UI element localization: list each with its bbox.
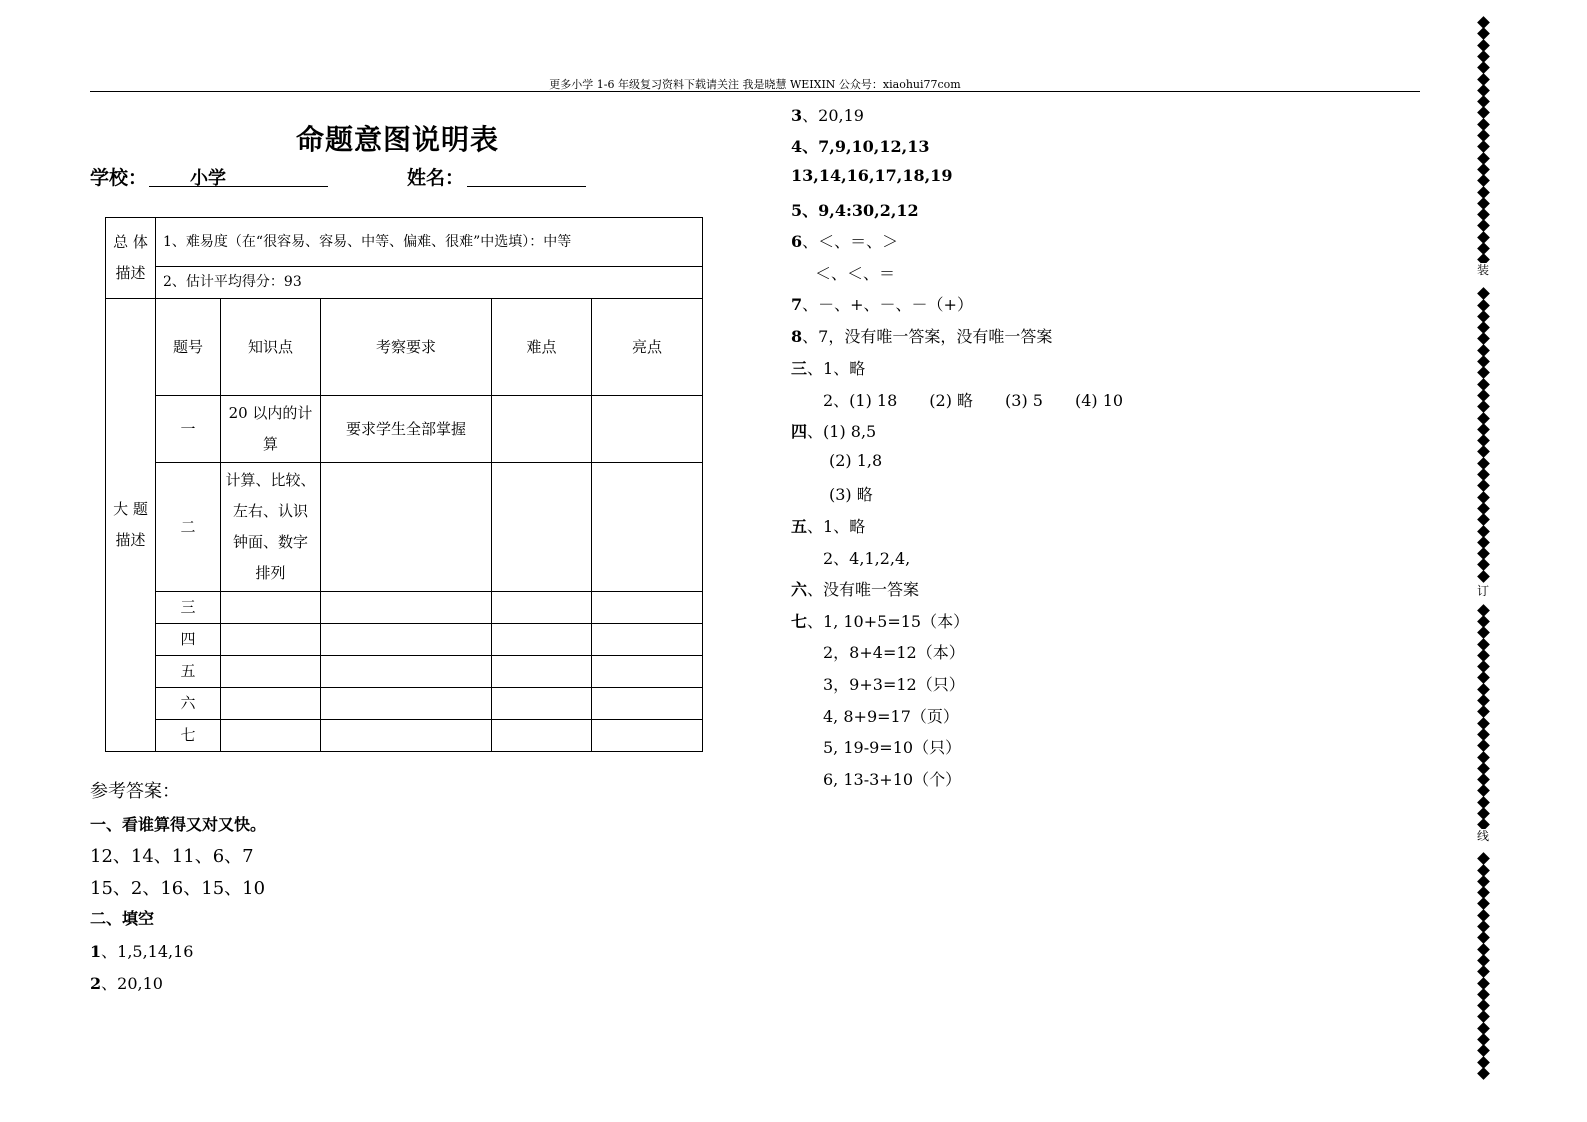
binding-diamond [1477,977,1490,990]
binding-diamond [1477,366,1490,379]
binding-diamond [1477,344,1490,357]
binding-diamond [1477,864,1490,877]
binding-diamond [1477,287,1490,300]
fill-q7-text: 、－、+、－、－（+） [802,295,973,314]
fill-q4-cont: 13,14,16,17,18,19 [791,166,953,185]
binding-diamond [1477,728,1490,741]
binding-diamond [1477,73,1490,86]
binding-diamond [1477,796,1490,809]
intent-table [105,217,703,752]
binding-diamond [1477,570,1490,583]
section-7-line-2: 2，8+4=12（本） [823,643,965,662]
binding-diamond [1477,694,1490,707]
section-7-line-4: 4, 8+9=17（页） [823,707,959,726]
fill-q3-text: 、20,19 [802,106,864,125]
section-1-line-1: 12、14、11、6、7 [90,846,254,867]
binding-diamond [1477,400,1490,413]
knowledge-line: 20 以内的计 [228,404,313,422]
row-requirement [321,656,492,688]
fill-q8 [791,324,1052,347]
row-highlight [592,720,703,752]
section-5-line-2: 2、4,1,2,4, [823,549,911,568]
binding-diamond [1477,140,1490,153]
table-row [106,688,703,720]
row-requirement [321,720,492,752]
binding-diamond [1477,95,1490,108]
section-7-line-6: 6, 13-3+10（个） [823,770,962,789]
binding-diamond [1477,16,1490,29]
binding-diamond [1477,39,1490,52]
row-highlight [592,592,703,624]
section-7-label: 七 [791,612,808,631]
row-knowledge [221,656,321,688]
binding-label-xian: 线 [1476,829,1489,843]
row-knowledge [221,592,321,624]
fill-q8-num: 8 [791,327,803,346]
binding-diamond [1477,547,1490,560]
section-6-text: 、没有唯一答案 [807,580,920,599]
page-title: 命题意图说明表 [295,123,499,156]
fill-q2 [90,971,163,994]
school-underline [149,186,328,187]
binding-diamond [1477,491,1490,504]
fill-q6-text: 、＜、＝、＞ [802,232,899,251]
knowledge-line: 计算、比较、 [225,471,316,489]
section-3 [791,356,865,379]
section-4-text: 、(1) 8,5 [807,422,877,441]
avg-score-cell: 2、估计平均得分：93 [156,267,703,299]
binding-diamond [1477,1033,1490,1046]
section-3-text: 、1、略 [807,359,866,378]
binding-diamond [1477,705,1490,718]
binding-diamond [1477,412,1490,425]
section-3-label: 三 [791,359,808,378]
fill-q1-num: 1 [90,942,102,961]
fill-q3-num: 3 [791,106,803,125]
row-difficulty [492,592,592,624]
row-highlight [592,624,703,656]
binding-label-zhuang: 装 [1476,263,1489,277]
binding-diamond [1477,1022,1490,1035]
difficulty-cell: 1、难易度（在“很容易、容易、中等、偏难、很难”中选填）：中等 [156,218,703,267]
fill-q5: 5、9,4:30,2,12 [791,201,919,220]
row-highlight [592,688,703,720]
section-4-line-2: (2) 1,8 [829,451,883,470]
row-num: 一 [156,396,221,463]
binding-diamond [1477,852,1490,865]
overall-label-cell [106,218,156,299]
binding-label-ding: 订 [1476,584,1489,598]
row-difficulty [492,688,592,720]
binding-diamond [1477,660,1490,673]
table-row [106,396,703,463]
binding-diamond [1477,559,1490,572]
binding-diamond [1477,220,1490,233]
row-highlight [592,396,703,463]
binding-diamond [1477,604,1490,617]
binding-diamond [1477,468,1490,481]
row-highlight [592,656,703,688]
binding-diamond [1477,886,1490,899]
row-num: 四 [156,624,221,656]
major-label-cell [106,299,156,752]
table-row [106,592,703,624]
major-label-1: 大 题 [113,500,148,518]
row-difficulty [492,463,592,592]
section-4 [791,419,876,442]
knowledge-line: 排列 [255,564,286,582]
binding-diamond [1477,807,1490,820]
binding-diamond [1477,513,1490,526]
section-5-text: 、1、略 [807,517,866,536]
binding-diamond [1477,638,1490,651]
binding-diamond [1477,434,1490,447]
binding-diamond [1477,231,1490,244]
binding-diamond [1477,378,1490,391]
binding-diamond [1477,208,1490,221]
binding-diamond [1477,965,1490,978]
section-1-title: 一、看谁算得又对又快。 [90,815,267,834]
header-num: 题号 [156,299,221,396]
section-4-label: 四 [791,422,808,441]
school-value: 小学 [190,168,226,189]
school-label: 学校： [90,167,148,189]
binding-diamond [1477,672,1490,685]
section-5-label: 五 [791,517,808,536]
binding-diamond [1477,242,1490,255]
fill-q7 [791,292,973,315]
row-knowledge [221,624,321,656]
fill-q1-text: 、1,5,14,16 [101,942,194,961]
knowledge-line: 钟面、数字 [232,533,308,551]
binding-diamond [1477,717,1490,730]
binding-diamond [1477,751,1490,764]
binding-diamond [1477,61,1490,74]
binding-diamond [1477,931,1490,944]
fill-q6-cont: ＜、＜、＝ [815,264,896,283]
binding-diamond [1477,355,1490,368]
binding-diamond [1477,186,1490,199]
fill-q4: 4、7,9,10,12,13 [791,137,930,156]
section-7-line-5: 5, 19-9=10（只） [823,738,962,757]
binding-diamond [1477,152,1490,165]
binding-diamond [1477,118,1490,131]
binding-diamond [1477,321,1490,334]
row-knowledge [221,720,321,752]
section-6-label: 六 [791,580,808,599]
page-header-note: 更多小学 1-6 年级复习资料下载请关注 我是晓慧 WEIXIN 公众号：xiaohui77com [549,78,961,91]
header-difficulty: 难点 [492,299,592,396]
row-difficulty [492,396,592,463]
binding-diamond [1477,739,1490,752]
binding-diamond [1477,1067,1490,1080]
row-requirement [321,688,492,720]
table-row [106,656,703,688]
major-label-2: 描述 [115,531,146,549]
binding-diamond [1477,389,1490,402]
row-num: 五 [156,656,221,688]
binding-diamond [1477,479,1490,492]
binding-diamond [1477,943,1490,956]
binding-diamond [1477,50,1490,63]
fill-q8-text: 、7，没有唯一答案，没有唯一答案 [802,327,1053,346]
fill-q3 [791,103,864,126]
row-requirement: 要求学生全部掌握 [321,396,492,463]
binding-diamond [1477,615,1490,628]
fill-q6 [791,229,898,252]
section-5 [791,514,865,537]
section-3-line-2: 2、(1) 18 (2) 略 (3) 5 (4) 10 [823,391,1124,410]
binding-diamond [1477,1056,1490,1069]
section-4-line-3: (3) 略 [829,485,873,504]
binding-diamond [1477,773,1490,786]
row-requirement [321,592,492,624]
answers-heading: 参考答案： [90,781,180,802]
row-num: 三 [156,592,221,624]
section-2-title: 二、填空 [90,909,155,928]
header-rule [90,91,1420,92]
fill-q1 [90,939,193,962]
knowledge-line: 左右、认识 [232,502,308,520]
section-6 [791,577,919,600]
binding-diamond [1477,333,1490,346]
table-row [106,624,703,656]
row-difficulty [492,656,592,688]
binding-diamond [1477,920,1490,933]
binding-diamond [1477,525,1490,538]
binding-diamond [1477,785,1490,798]
binding-diamond [1477,107,1490,120]
row-requirement [321,624,492,656]
binding-diamond [1477,299,1490,312]
binding-diamond [1477,626,1490,639]
binding-diamond [1477,446,1490,459]
section-7-text: 、1, 10+5=15（本） [807,612,970,631]
row-knowledge [221,463,321,592]
binding-diamond [1477,909,1490,922]
binding-diamond [1477,683,1490,696]
row-highlight [592,463,703,592]
binding-diamond [1477,163,1490,176]
binding-diamond [1477,999,1490,1012]
binding-diamond [1477,954,1490,967]
row-num: 六 [156,688,221,720]
section-7-line-3: 3，9+3=12（只） [823,675,965,694]
overall-label-2: 描述 [115,264,146,282]
binding-diamond [1477,1011,1490,1024]
fill-q6-num: 6 [791,232,803,251]
row-num: 二 [156,463,221,592]
binding-diamond [1477,129,1490,142]
row-requirement [321,463,492,592]
binding-diamond [1477,898,1490,911]
binding-diamond [1477,1044,1490,1057]
table-row [106,463,703,592]
header-requirement: 考察要求 [321,299,492,396]
binding-diamond [1477,27,1490,40]
binding-diamond [1477,502,1490,515]
row-knowledge [221,396,321,463]
knowledge-line: 算 [262,435,278,453]
row-num: 七 [156,720,221,752]
binding-margin [1476,18,1490,1084]
section-7 [791,609,969,632]
header-knowledge: 知识点 [221,299,321,396]
fill-q2-num: 2 [90,974,102,993]
binding-diamond [1477,457,1490,470]
name-underline [467,186,586,187]
row-difficulty [492,720,592,752]
fill-q7-num: 7 [791,295,803,314]
header-highlight: 亮点 [592,299,703,396]
fill-q2-text: 、20,10 [101,974,163,993]
name-label: 姓名： [407,167,465,189]
table-row [106,720,703,752]
row-difficulty [492,624,592,656]
section-1-line-2: 15、2、16、15、10 [90,878,266,899]
overall-label-1: 总 体 [113,233,148,251]
row-knowledge [221,688,321,720]
binding-diamond [1477,174,1490,187]
